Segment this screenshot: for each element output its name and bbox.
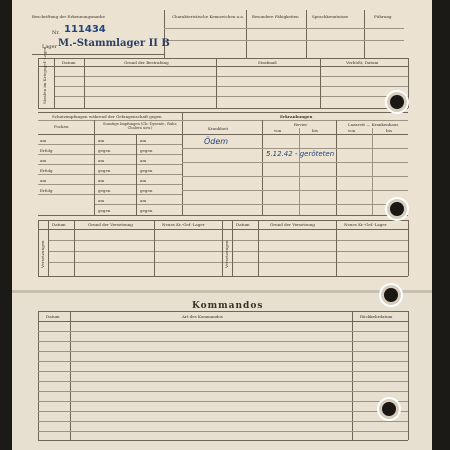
impf-cell: gegen (98, 188, 111, 193)
versetzungen-side-label: Versetzungen (40, 240, 45, 268)
strafen-divider (54, 58, 55, 108)
punch-hole (390, 95, 404, 109)
index-card (12, 0, 432, 450)
versetzungen-divider (232, 220, 233, 276)
kommandos-row-rule (38, 341, 408, 342)
versetzungen-top-rule (38, 220, 408, 221)
impf-row-rule (38, 144, 182, 145)
header-divider (164, 10, 165, 58)
kommandos-divider (408, 311, 409, 440)
strafen-divider (38, 58, 39, 108)
kommandos-row-rule (38, 331, 408, 332)
impf-cell: am (98, 138, 105, 143)
erkrankungen-col-krankheit: Krankheit (208, 126, 229, 131)
strafen-divider (216, 58, 217, 108)
impf-row-rule (38, 154, 182, 155)
impf-row-rule (38, 174, 182, 175)
impf-cell: gegen (140, 148, 153, 153)
impf-cell: am (140, 158, 147, 163)
strafen-col-grund: Grund der Bestrafung (124, 60, 169, 65)
kommandos-col-art: Art des Kommandos (182, 314, 223, 319)
header-rule (164, 40, 404, 41)
strafen-row-rule (54, 86, 408, 87)
impf-cell: gegen (98, 208, 111, 213)
strafen-top-rule (38, 58, 408, 59)
versetzungen-divider (336, 220, 337, 276)
kommandos-row-rule (38, 421, 408, 422)
erkrankungen-title: Erkrankungen (280, 114, 313, 119)
kommandos-col-rueckkehr: Rückkehrdatum (360, 314, 393, 319)
erkrankungen-header-bottom (182, 134, 408, 135)
impf-cell: gegen (98, 148, 111, 153)
lazarett-von: von (348, 128, 356, 133)
versetzungen-col-grund: Grund der Versetzung (270, 222, 315, 227)
header-divider (364, 10, 365, 58)
strafen-row-rule (54, 76, 408, 77)
versetzungen-divider (38, 220, 39, 276)
header-rule (164, 28, 404, 29)
versetzungen-divider (48, 220, 49, 276)
kommandos-row-rule (38, 431, 408, 432)
impfungen-col-pocken: Pocken (54, 124, 69, 129)
versetzungen-side-label: Versetzungen (224, 240, 229, 268)
kommandos-row-rule (38, 401, 408, 402)
erkrankungen-rule (182, 120, 408, 121)
header-divider (246, 10, 247, 58)
pocken-row-label: am (40, 178, 47, 183)
header-col-erkennungsmarke: Beschriftung der Erkennungsmarke (32, 14, 105, 19)
kommandos-bottom-rule (38, 440, 408, 441)
impf-row-rule (38, 184, 182, 185)
impfungen-divider (182, 112, 183, 215)
punch-hole (384, 288, 398, 302)
header-col-faehigkeiten: Besondere Fähigkeiten (252, 14, 299, 19)
erkrankungen-row-rule (182, 176, 408, 177)
erkrankungen-row-rule (182, 148, 408, 149)
pocken-row-label: am (40, 138, 47, 143)
revier-von: von (274, 128, 282, 133)
strafen-side-label: Strafen im Kriegsgef.-Lager (42, 47, 47, 104)
impf-cell: am (98, 178, 105, 183)
impf-cell: am (140, 178, 147, 183)
strafen-col-verbuesst: Verbüßt, Datum (346, 60, 379, 65)
strafen-header-rule (38, 66, 408, 67)
entry-revier: 5.12.42 - geröteten (266, 150, 335, 158)
versetzungen-bottom-rule (38, 276, 408, 277)
kommandos-row-rule (38, 391, 408, 392)
kommandos-col-datum: Datum (46, 314, 60, 319)
camp-stamp: M.-Stammlager II B (58, 38, 170, 49)
erkrankungen-col-revier: Revier (294, 122, 308, 127)
number-prefix: Nr. (52, 30, 60, 36)
entry-krankheit: Ödem (204, 137, 229, 146)
pow-number: 111434 (64, 24, 106, 35)
header-underline (32, 54, 164, 55)
impf-cell: am (98, 198, 105, 203)
impf-cell: am (140, 198, 147, 203)
impf-cell: gegen (140, 188, 153, 193)
kommandos-row-rule (38, 371, 408, 372)
kommandos-row-rule (38, 381, 408, 382)
header-col-sprachkenntnisse: Sprachkenntnisse (312, 14, 349, 19)
pocken-row-label: Erfolg (40, 148, 53, 153)
erkrankungen-divider (372, 128, 373, 215)
versetzungen-divider (408, 220, 409, 276)
camp-prefix: Lager (42, 44, 57, 50)
versetzungen-header-rule (38, 229, 408, 230)
impfungen-top-rule (38, 112, 408, 113)
erkrankungen-row-rule (182, 162, 408, 163)
erkrankungen-divider (262, 120, 263, 215)
versetzungen-col-lager: Neues Kr.-Gef.-Lager (162, 222, 205, 227)
versetzungen-col-datum: Datum (52, 222, 66, 227)
impf-cell: gegen (140, 208, 153, 213)
versetzungen-divider (258, 220, 259, 276)
strafen-col-datum: Datum (62, 60, 76, 65)
versetzungen-col-lager: Neues Kr.-Gef.-Lager (344, 222, 387, 227)
erkrankungen-row-rule (182, 204, 408, 205)
pocken-row-label: Erfolg (40, 188, 53, 193)
punch-hole (390, 202, 404, 216)
impfungen-bottom-rule (38, 215, 408, 216)
impf-cell: am (98, 158, 105, 163)
strafen-divider (320, 58, 321, 108)
strafen-row-rule (54, 96, 408, 97)
impf-row-rule (94, 204, 182, 205)
impfungen-header-bottom (38, 134, 182, 135)
kommandos-row-rule (38, 361, 408, 362)
pocken-row-label: Erfolg (40, 168, 53, 173)
impfungen-divider (94, 120, 95, 215)
strafen-bottom-rule (38, 108, 408, 109)
erkrankungen-divider (336, 120, 337, 215)
impfungen-rule (38, 120, 182, 121)
revier-bis: bis (312, 128, 318, 133)
versetzungen-divider (154, 220, 155, 276)
header-col-fuehrung: Führung (374, 14, 392, 19)
impf-row-rule (38, 164, 182, 165)
scan-border-left (0, 0, 12, 450)
erkrankungen-col-lazarett: Lazarett — Krankenhaus (348, 122, 399, 127)
fold-line (12, 290, 432, 293)
impf-row-rule (38, 194, 182, 195)
header-divider (306, 10, 307, 58)
kommandos-title: Kommandos (192, 301, 264, 311)
strafen-divider (408, 58, 409, 108)
versetzungen-col-datum: Datum (236, 222, 250, 227)
erkrankungen-divider (299, 128, 300, 215)
impf-cell: gegen (140, 168, 153, 173)
header-col-kennzeichen: Charakteristische Kennzeichen u.a. (172, 14, 245, 19)
impfungen-title: Schutzimpfungen während der Gefangenschaft gegen (52, 114, 162, 119)
erkrankungen-row-rule (182, 190, 408, 191)
scan-border-right (432, 0, 450, 450)
lazarett-bis: bis (386, 128, 392, 133)
punch-hole (382, 402, 396, 416)
versetzungen-divider (74, 220, 75, 276)
impfungen-col-sonstige: Sonstige Impfungen (Ch.-Dysentr., Ruhr, Cholera usw.) (103, 122, 177, 130)
kommandos-row-rule (38, 351, 408, 352)
impf-cell: am (140, 138, 147, 143)
impf-cell: gegen (98, 168, 111, 173)
impfungen-divider (136, 134, 137, 215)
pocken-row-label: am (40, 158, 47, 163)
kommandos-row-rule (38, 411, 408, 412)
versetzungen-col-grund: Grund der Versetzung (88, 222, 133, 227)
versetzungen-divider (222, 220, 223, 276)
strafen-col-strafmass: Strafmaß (258, 60, 277, 65)
strafen-divider (84, 58, 85, 108)
